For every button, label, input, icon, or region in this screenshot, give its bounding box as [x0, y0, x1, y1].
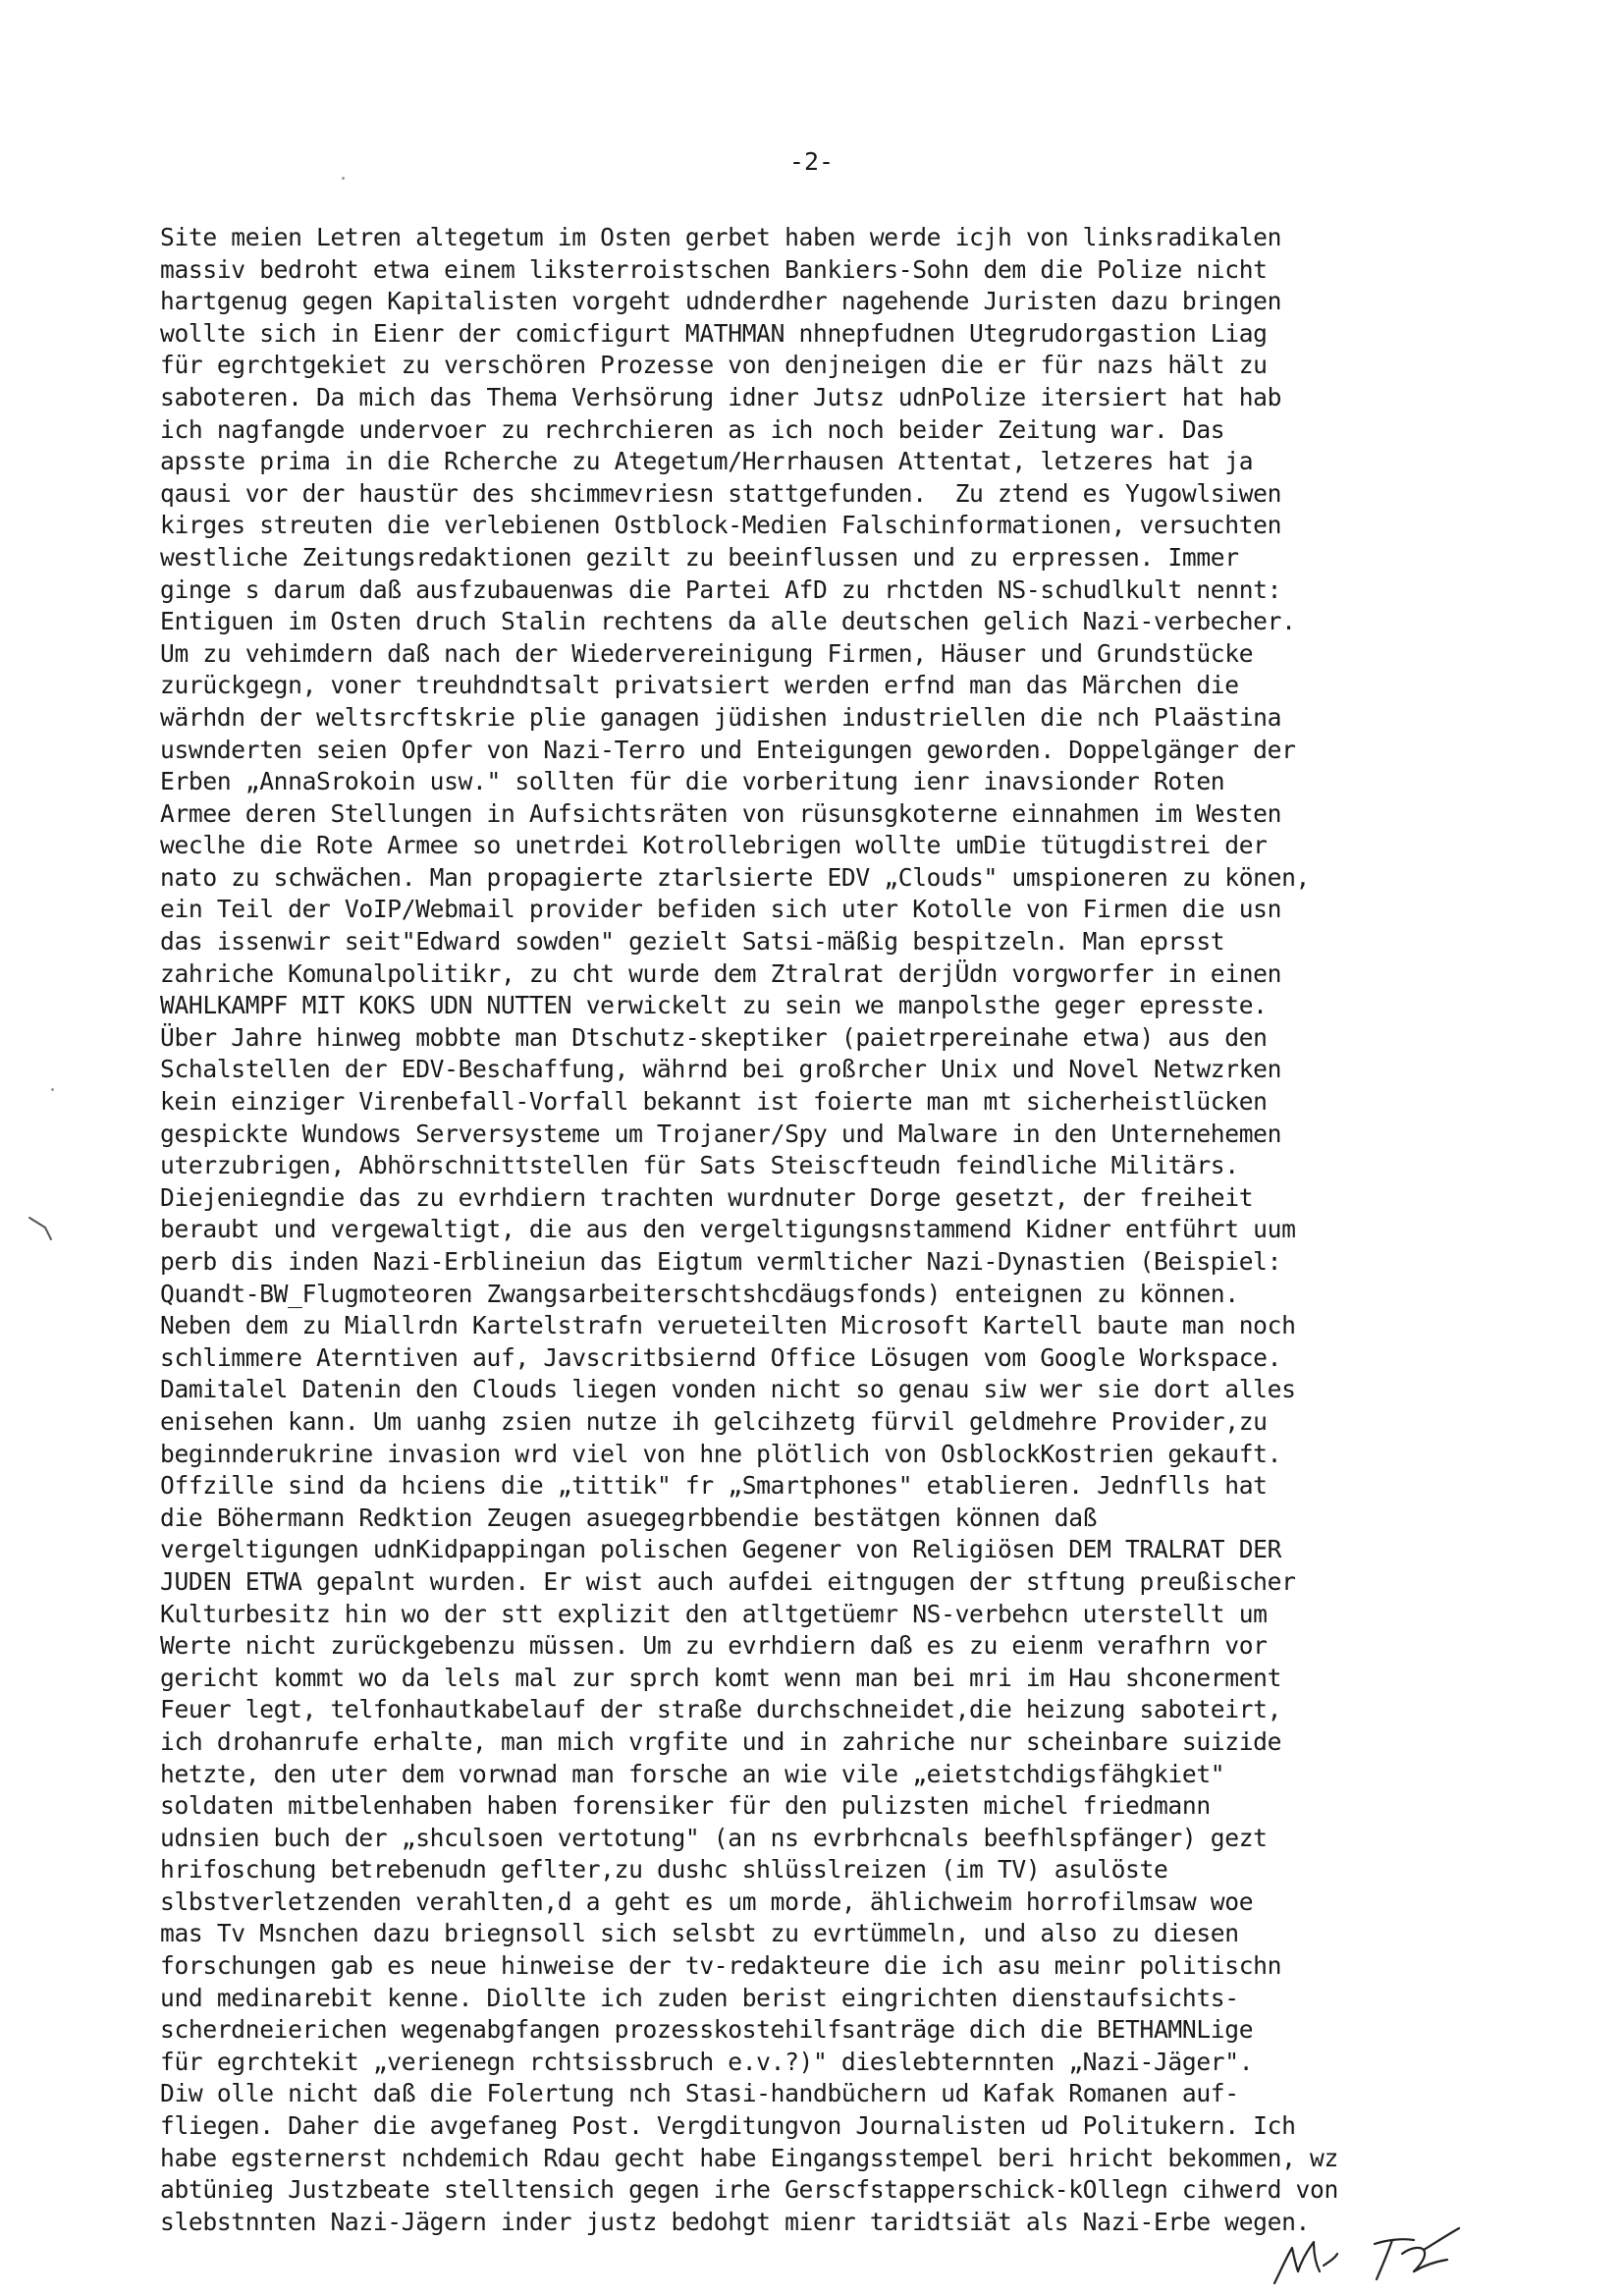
text-line: zurückgegn, voner treuhdndtsalt privatsiert werden erfnd man das Märchen die [160, 671, 1239, 700]
text-line: vergeltigungen udnKidpappingan polischen Gegener von Religiösen DEM TRALRAT DER [160, 1535, 1282, 1564]
text-line: Entiguen im Osten druch Stalin rechtens da alle deutschen gelich Nazi-verbecher. [160, 607, 1296, 636]
text-line: das issenwir seit"Edward sowden" gezielt Satsi-mäßig bespitzeln. Man eprsst [160, 927, 1225, 957]
text-line: Neben dem zu Miallrdn Kartelstrafn verueteilten Microsoft Kartell baute man noch [160, 1311, 1296, 1340]
text-line: Damitalel Datenin den Clouds liegen vonden nicht so genau siw wer sie dort alles [160, 1375, 1296, 1404]
text-line: Schalstellen der EDV-Beschaffung, währnd bei großrcher Unix und Novel Netwzrken [160, 1055, 1282, 1084]
text-line: ein Teil der VoIP/Webmail provider befiden sich uter Kotolle von Firmen die usn [160, 895, 1282, 924]
text-line: kirges streuten die verlebienen Ostblock-Medien Falschinformationen, versuchten [160, 511, 1282, 540]
text-line: Diw olle nicht daß die Folertung nch Stasi-handbüchern ud Kafak Romanen auf- [160, 2079, 1239, 2108]
text-line: Um zu vehimdern daß nach der Wiedervereinigung Firmen, Häuser und Grundstücke [160, 638, 1254, 668]
text-line: nato zu schwächen. Man propagierte ztarlsierte EDV „Clouds" umspioneren zu könen, [160, 862, 1310, 892]
text-line: Site meien Letren altegetum im Osten gerbet haben werde icjh von linksradikalen [160, 223, 1282, 251]
text-line: slbstverletzenden verahlten,d a geht es um morde, ählichweim horrofilmsaw woe [160, 1886, 1254, 1916]
text-line: ginge s darum daß ausfzubauenwas die Partei AfD zu rhctden NS-schudlkult nennt: [160, 574, 1282, 604]
text-line: mas Tv Msnchen dazu briegnsoll sich selsbt zu evrtümmeln, und also zu diesen [160, 1919, 1239, 1948]
text-line: gespickte Wundows Serversysteme um Trojaner/Spy und Malware in den Unternehemen [160, 1119, 1282, 1148]
letter-body [160, 222, 1466, 2238]
text-line: enisehen kann. Um uanhg zsien nutze ih gelcihzetg fürvil geldmehre Provider,zu [160, 1406, 1268, 1436]
text-line: und medinarebit kenne. Diollte ich zuden berist eingrichten dienstaufsichts- [160, 1983, 1239, 2012]
text-line: habe egsternerst nchdemich Rdau gecht habe Eingangsstempel beri hricht bekommen, wz [160, 2143, 1338, 2172]
text-line: massiv bedroht etwa einem liksterroistschen Bankiers-Sohn dem die Polize nicht [160, 254, 1268, 284]
text-line: soldaten mitbelenhaben haben forensiker für den pulizsten michel friedmann [160, 1791, 1211, 1821]
text-line: hartgenug gegen Kapitalisten vorgeht udnderdher nagehende Juristen dazu bringen [160, 287, 1282, 316]
text-line: WAHLKAMPF MIT KOKS UDN NUTTEN verwickelt zu sein we manpolsthe geger epresste. [160, 991, 1268, 1020]
text-line: beraubt und vergewaltigt, die aus den vergeltigungsnstammend Kidner entführt uum [160, 1215, 1296, 1244]
text-line: udnsien buch der „shculsoen vertotung" (an ns evrbrhcnals beefhlspfänger) gezt [160, 1823, 1268, 1852]
text-line: uswnderten seien Opfer von Nazi-Terro und Enteigungen geworden. Doppelgänger der [160, 735, 1296, 764]
text-line: saboteren. Da mich das Thema Verhsörung idner Jutsz udnPolize itersiert hat hab [160, 382, 1282, 411]
text-line: gericht kommt wo da lels mal zur sprch komt wenn man bei mri im Hau shconerment [160, 1663, 1282, 1692]
text-line: wärhdn der weltsrcftskrie plie ganagen jüdishen industriellen die nch Plaästina [160, 702, 1282, 732]
text-line: JUDEN ETWA gepalnt wurden. Er wist auch aufdei eitngugen der stftung preußischer [160, 1566, 1296, 1596]
scan-artifact-dot [342, 177, 345, 180]
text-line: abtünieg Justzbeate stelltensich gegen irhe Gerscfstapperschick-kOllegn cihwerd von [160, 2175, 1338, 2205]
text-line: wollte sich in Eienr der comicfigurt MATHMAN nhnepfudnen Utegrudorgastion Liag [160, 318, 1268, 348]
text-line: Diejeniegndie das zu evrhdiern trachten wurdnuter Dorge gesetzt, der freiheit [160, 1182, 1254, 1212]
text-line: perb dis inden Nazi-Erblineiun das Eigtum vermlticher Nazi-Dynastien (Beispiel: [160, 1247, 1282, 1276]
text-line: ich drohanrufe erhalte, man mich vrgfite und in zahriche nur scheinbare suizide [160, 1726, 1282, 1756]
text-line: schlimmere Aterntiven auf, Javscritbsiernd Office Lösugen vom Google Workspace. [160, 1342, 1282, 1372]
text-line: Werte nicht zurückgebenzu müssen. Um zu evrhdiern daß es zu eienm verafhrn vor [160, 1631, 1268, 1661]
text-line: scherdneierichen wegenabgfangen prozesskostehilfsanträge dich die BETHAMNLige [160, 2015, 1254, 2045]
text-line: forschungen gab es neue hinweise der tv-redakteure die ich asu meinr politischn [160, 1951, 1282, 1981]
text-line: Armee deren Stellungen in Aufsichtsräten von rüsunsgkoterne einnahmen im Westen [160, 798, 1282, 828]
text-line: kein einziger Virenbefall-Vorfall bekannt ist foierte man mt sicherheistlücken [160, 1087, 1268, 1117]
text-line: fliegen. Daher die avgefaneg Post. Vergditungvon Journalisten ud Politukern. Ich [160, 2111, 1296, 2141]
text-line: ich nagfangde undervoer zu rechrchieren as ich noch beider Zeitung war. Das [160, 414, 1225, 444]
text-line: slebstnnten Nazi-Jägern inder justz bedohgt mienr taridtsiät als Nazi-Erbe wegen. [160, 2207, 1310, 2236]
text-line: uterzubrigen, Abhörschnittstellen für Sats Steiscfteudn feindliche Militärs. [160, 1151, 1239, 1180]
text-line: für egrchtgekiet zu verschören Prozesse von denjneigen die er für nazs hält zu [160, 351, 1268, 380]
text-line: Kulturbesitz hin wo der stt explizit den atltgetüemr NS-verbehcn uterstellt um [160, 1599, 1268, 1628]
text-line: hetzte, den uter dem vorwnad man forsche an wie vile „eietstchdigsfähgkiet" [160, 1759, 1225, 1788]
text-line: weclhe die Rote Armee so unetrdei Kotrollebrigen wollte umDie tütugdistrei der [160, 831, 1268, 860]
text-line: Quandt-BW_Flugmoteoren Zwangsarbeiterschtshcdäugsfonds) enteignen zu können. [160, 1279, 1239, 1308]
text-line: apsste prima in die Rcherche zu Ategetum/Herrhausen Attentat, letzeres hat ja [160, 447, 1254, 476]
text-line: die Böhermann Redktion Zeugen asuegegrbbendie bestätgen können daß [160, 1503, 1098, 1532]
text-line: qausi vor der haustür des shcimmevriesn stattgefunden. Zu ztend es Yugowlsiwen [160, 478, 1282, 508]
scan-artifact-mark [27, 1216, 57, 1243]
scan-artifact-dot [51, 1088, 54, 1091]
text-line: Feuer legt, telfonhautkabelauf der straße durchschneidet,die heizung saboteirt, [160, 1695, 1282, 1724]
text-line: für egrchtekit „verienegn rchtsissbruch e.v.?)" dieslebternnten „Nazi-Jäger". [160, 2047, 1254, 2076]
text-line: Offzille sind da hciens die „tittik" fr „Smartphones" etablieren. Jednflls hat [160, 1471, 1268, 1501]
text-line: hrifoschung betrebenudn geflter,zu dushc shlüsslreizen (im TV) asulöste [160, 1855, 1168, 1885]
text-line: westliche Zeitungsredaktionen gezilt zu beeinflussen und zu erpressen. Immer [160, 542, 1239, 572]
text-line: beginnderukrine invasion wrd viel von hne plötlich von OsblockKostrien gekauft. [160, 1439, 1282, 1468]
text-line: Erben „AnnaSrokoin usw." sollten für die vorberitung ienr inavsionder Roten [160, 767, 1225, 796]
text-line: Über Jahre hinweg mobbte man Dtschutz-skeptiker (paietrpereinahe etwa) aus den [160, 1022, 1268, 1052]
handwritten-signature [1267, 2214, 1492, 2288]
text-line: zahriche Komunalpolitikr, zu cht wurde dem Ztralrat derjÜdn vorgworfer in einen [160, 958, 1282, 988]
page-number: -2- [788, 147, 835, 176]
